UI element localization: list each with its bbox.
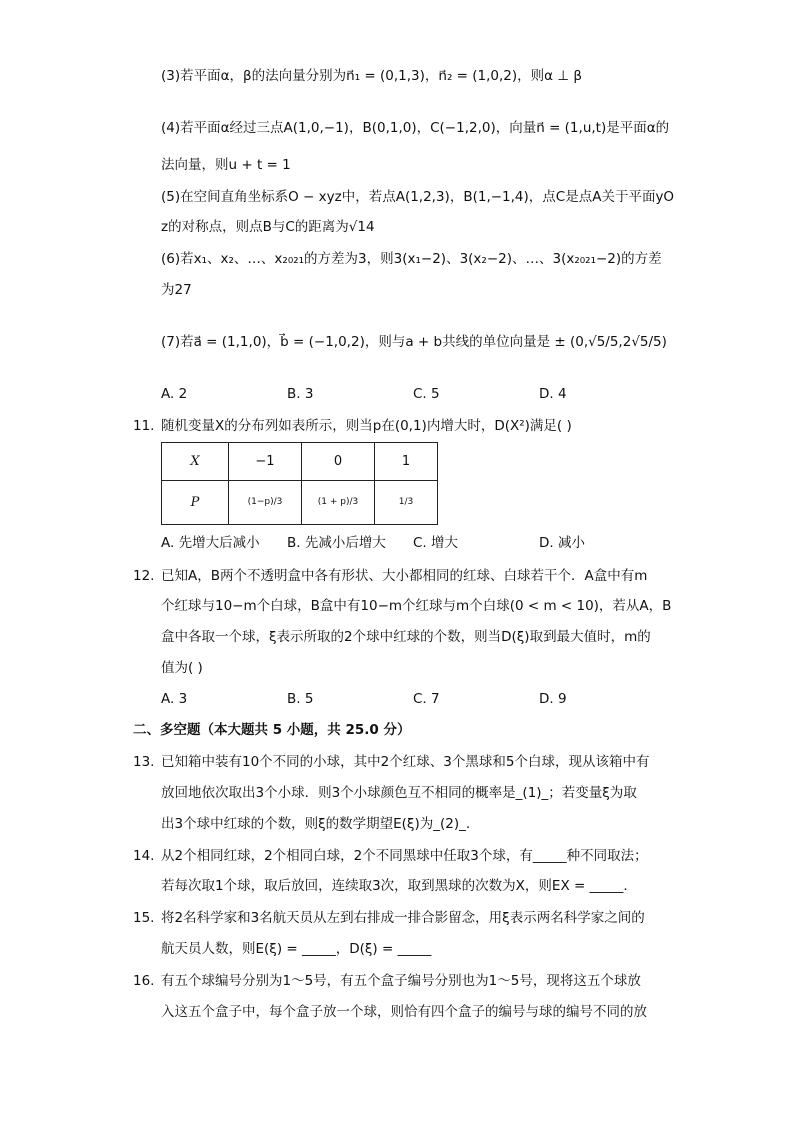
question-text: 随机变量X的分布列如表所示，则当p在(0,1)内增大时，D(X²)满足( )	[161, 418, 572, 434]
question-text: 若每次取1个球，取后放回，连续取3次，取到黑球的次数为X，则EX = _____.	[161, 878, 628, 894]
question-number: 11.	[133, 418, 155, 434]
question-number: 12.	[133, 568, 155, 584]
statement-6: (6)若x₁、x₂、…、x₂₀₂₁的方差为3，则3(x₁−2)、3(x₂−2)、…、3(x₂₀₂₁−2)的方差	[161, 251, 662, 267]
question-number: 16.	[133, 973, 155, 989]
question-number: 13.	[133, 754, 155, 770]
table-cell: (1−p)/3	[229, 481, 302, 525]
table-cell: 1	[375, 443, 438, 481]
q11-option-b: B. 先减小后增大	[287, 535, 386, 551]
statement-5-cont: z的对称点，则点B与C的距离为√14	[161, 219, 375, 235]
table-cell: P	[162, 481, 229, 525]
table-row	[162, 481, 438, 525]
q10-option-b: B. 3	[287, 386, 314, 402]
q11-option-c: C. 增大	[413, 535, 459, 551]
statement-5: (5)在空间直角坐标系O − xyz中，若点A(1,2,3)，B(1,−1,4)，点C是点A关于平面yO	[161, 189, 675, 205]
q12-option-c: C. 7	[413, 691, 440, 707]
table-row	[162, 443, 438, 481]
q11-option-a: A. 先增大后减小	[161, 535, 260, 551]
q12-option-a: A. 3	[161, 691, 188, 707]
question-text: 入这五个盒子中，每个盒子放一个球，则恰有四个盒子的编号与球的编号不同的放	[161, 1004, 647, 1020]
question-text: 放回地依次取出3个小球．则3个小球颜色互不相同的概率是_(1)_；若变量ξ为取	[161, 785, 637, 801]
q12-option-d: D. 9	[539, 691, 567, 707]
question-text: 将2名科学家和3名航天员从左到右排成一排合影留念，用ξ表示两名科学家之间的	[161, 910, 645, 926]
table-cell: 0	[302, 443, 375, 481]
table-cell: (1 + p)/3	[302, 481, 375, 525]
table-cell: −1	[229, 443, 302, 481]
question-text: 从2个相同红球，2个相同白球，2个不同黑球中任取3个球，有_____种不同取法；	[161, 848, 648, 864]
question-text: 值为( )	[161, 660, 203, 676]
statement-6-cont: 为27	[161, 282, 192, 298]
table-cell: X	[162, 443, 229, 481]
question-text: 已知A，B两个不透明盒中各有形状、大小都相同的红球、白球若干个．A盒中有m	[161, 568, 648, 584]
question-text: 出3个球中红球的个数，则ξ的数学期望E(ξ)为_(2)_.	[161, 816, 471, 832]
q11-option-d: D. 减小	[539, 535, 585, 551]
q10-option-a: A. 2	[161, 386, 188, 402]
question-number: 14.	[133, 848, 155, 864]
statement-7: (7)若a⃗ = (1,1,0)，b⃗ = (−1,0,2)，则与a + b共线的单位向量是 ± (0,√5/5,2√5/5)	[161, 334, 667, 350]
statement-4-cont: 法向量，则u + t = 1	[161, 157, 291, 173]
question-number: 15.	[133, 910, 155, 926]
section-heading: 二、多空题（本大题共 5 小题，共 25.0 分）	[133, 722, 411, 738]
question-text: 已知箱中装有10个不同的小球，其中2个红球、3个黑球和5个白球，现从该箱中有	[161, 754, 650, 770]
q10-option-d: D. 4	[539, 386, 567, 402]
q10-option-c: C. 5	[413, 386, 440, 402]
statement-3: (3)若平面α，β的法向量分别为n⃗₁ = (0,1,3)，n⃗₂ = (1,0,2)，则α ⊥ β	[161, 68, 582, 84]
question-text: 个红球与10−m个白球，B盒中有10−m个红球与m个白球(0 < m < 10)，若从A，B	[161, 598, 672, 614]
q12-option-b: B. 5	[287, 691, 314, 707]
question-text: 盒中各取一个球，ξ表示所取的2个球中红球的个数，则当D(ξ)取到最大值时，m的	[161, 629, 651, 645]
table-cell: 1/3	[375, 481, 438, 525]
statement-4: (4)若平面α经过三点A(1,0,−1)，B(0,1,0)，C(−1,2,0)，向量n⃗ = (1,u,t)是平面α的	[161, 120, 670, 136]
question-text: 有五个球编号分别为1～5号，有五个盒子编号分别也为1～5号，现将这五个球放	[161, 973, 641, 989]
distribution-table	[161, 442, 438, 525]
question-text: 航天员人数，则E(ξ) = _____，D(ξ) = _____	[161, 941, 432, 957]
